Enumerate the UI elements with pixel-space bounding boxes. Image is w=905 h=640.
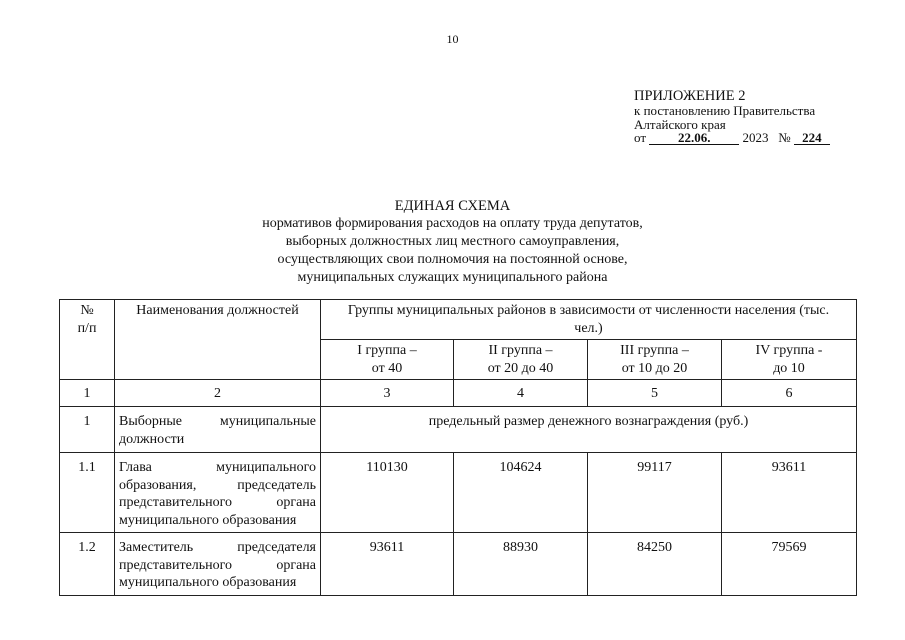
header-groups-title: Группы муниципальных районов в зависимости от численности населения (тыс. чел.) [321,300,857,340]
section-name: Выборные муниципальные должности [115,407,321,453]
document-heading [0,197,905,287]
heading-line-1: нормативов формирования расходов на оплату труда депутатов, [262,216,643,231]
salary-scheme-table [59,299,857,596]
heading-line-3: осуществляющих свои полномочия на постоянной основе, [277,252,628,267]
column-number: 1 [60,380,115,407]
row-num: 1.1 [60,453,115,533]
group-3-label: III группа – [620,343,689,358]
group-1-range: от 40 [371,360,403,376]
decree-number: 224 [794,132,830,145]
row-value-group-4: 93611 [722,453,857,533]
group-4-header [722,340,857,380]
row-name: Глава муниципального образования, председатель представительного органа муниципального образования [115,453,321,533]
group-4-label: IV группа - [755,343,823,358]
decree-date: 22.06. [649,132,739,145]
group-2-range: от 20 до 40 [487,360,554,376]
column-number: 3 [321,380,454,407]
column-number: 6 [722,380,857,407]
group-3-header [588,340,722,380]
decree-year: 2023 [742,130,769,145]
section-note: предельный размер денежного вознаграждения (руб.) [321,407,857,453]
row-value-group-3: 84250 [588,533,722,596]
table-row [60,533,857,596]
group-1-label: I группа – [357,343,417,358]
number-label: № [778,130,791,145]
page-number: 10 [446,32,459,46]
header-num: № п/п [60,300,115,380]
appendix-line-2: Алтайского края [634,116,726,132]
document-title: ЕДИНАЯ СХЕМА [394,198,511,214]
section-num: 1 [60,407,115,453]
column-number: 2 [115,380,321,407]
row-value-group-1: 93611 [321,533,454,596]
group-1-header [321,340,454,380]
row-value-group-4: 79569 [722,533,857,596]
section-row [60,407,857,453]
row-value-group-3: 99117 [588,453,722,533]
appendix-title: ПРИЛОЖЕНИЕ 2 [634,88,746,104]
group-2-label: II группа – [488,343,553,358]
row-value-group-2: 104624 [454,453,588,533]
table-header-row [60,300,857,340]
from-label: от [634,130,647,145]
row-num: 1.2 [60,533,115,596]
appendix-date-line [634,131,830,145]
group-4-range: до 10 [773,360,805,376]
row-value-group-1: 110130 [321,453,454,533]
row-value-group-2: 88930 [454,533,588,596]
heading-line-2: выборных должностных лиц местного самоуправления, [285,234,620,249]
table-row [60,453,857,533]
row-name: Заместитель председателя представительного органа муниципального образования [115,533,321,596]
column-number: 4 [454,380,588,407]
column-number-row [60,380,857,407]
appendix-block [634,89,830,145]
column-number: 5 [588,380,722,407]
group-3-range: от 10 до 20 [621,360,688,376]
header-name: Наименования должностей [115,300,321,380]
appendix-line-1: к постановлению Правительства [634,103,816,118]
group-2-header [454,340,588,380]
heading-line-4: муниципальных служащих муниципального района [297,270,608,285]
